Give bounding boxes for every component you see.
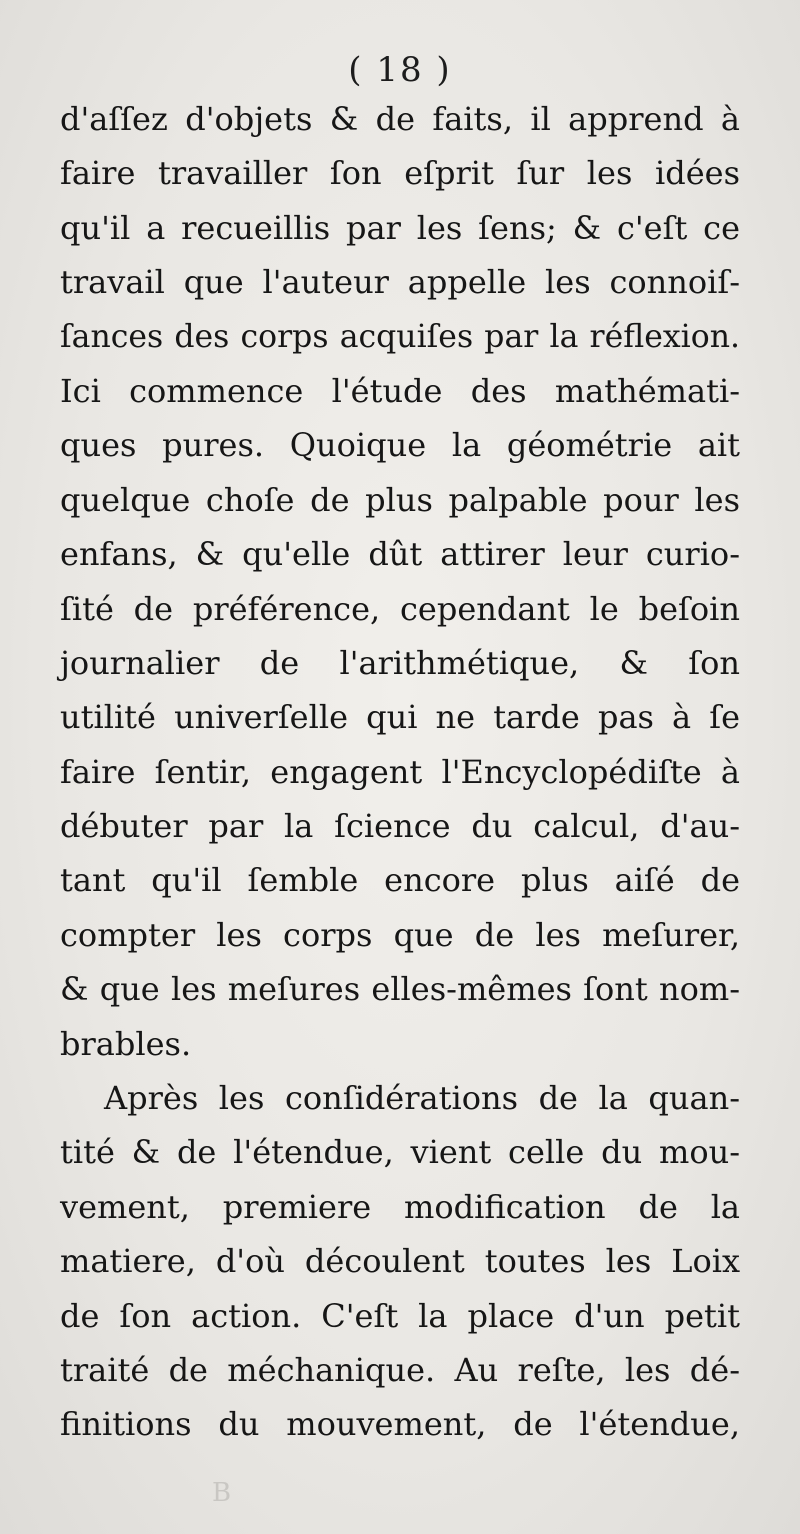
text-line: ques pures. Quoique la géométrie ait xyxy=(60,426,740,465)
text-line: finitions du mouvement, de l'étendue, xyxy=(60,1405,740,1444)
text-line: matiere, d'où découlent toutes les Loix xyxy=(60,1242,740,1281)
text-line: tité & de l'étendue, vient celle du mou- xyxy=(60,1133,740,1172)
text-line: faire ſentir, engagent l'Encyclopédiſte à xyxy=(60,752,740,791)
text-line: enfans, & qu'elle dût attirer leur curio- xyxy=(60,535,740,574)
text-line: utilité univerſelle qui ne tarde pas à ſe xyxy=(60,698,740,737)
text-line: traité de méchanique. Au reſte, les dé- xyxy=(60,1350,740,1389)
signature-mark: B xyxy=(212,1478,232,1508)
text-line: d'aſſez d'objets & de faits, il apprend à xyxy=(60,100,740,138)
text-line: qu'il a recueillis par les ſens; & c'eſt ce xyxy=(60,208,740,247)
text-line: travail que l'auteur appelle les connoiſ- xyxy=(60,263,740,302)
paragraph-2 xyxy=(60,1071,740,1452)
text-line: Après les conſidérations de la quan- xyxy=(104,1079,740,1118)
paragraph-1 xyxy=(60,92,740,1071)
text-line: quelque choſe de plus palpable pour les xyxy=(60,480,740,519)
text-line: brables. xyxy=(60,1024,192,1063)
text-line: débuter par la ſcience du calcul, d'au- xyxy=(60,807,740,846)
text-line: compter les corps que de les meſurer, xyxy=(60,915,740,954)
page-number: ( 18 ) xyxy=(348,50,452,90)
text-line: de ſon action. C'eſt la place d'un petit xyxy=(60,1296,740,1335)
text-line: Ici commence l'étude des mathémati- xyxy=(60,371,740,410)
text-line: tant qu'il ſemble encore plus aiſé de xyxy=(60,861,740,900)
text-line: ſité de préférence, cependant le beſoin xyxy=(60,589,740,628)
text-line: ſances des corps acquiſes par la réflexion. xyxy=(60,318,740,355)
text-line: vement, premiere modification de la xyxy=(60,1187,740,1226)
text-line: faire travailler ſon eſprit ſur les idées xyxy=(60,154,740,193)
text-line: journalier de l'arithmétique, & ſon xyxy=(60,643,740,682)
body-text xyxy=(60,92,740,1452)
text-line: & que les meſures elles-mêmes ſont nom- xyxy=(60,970,740,1009)
